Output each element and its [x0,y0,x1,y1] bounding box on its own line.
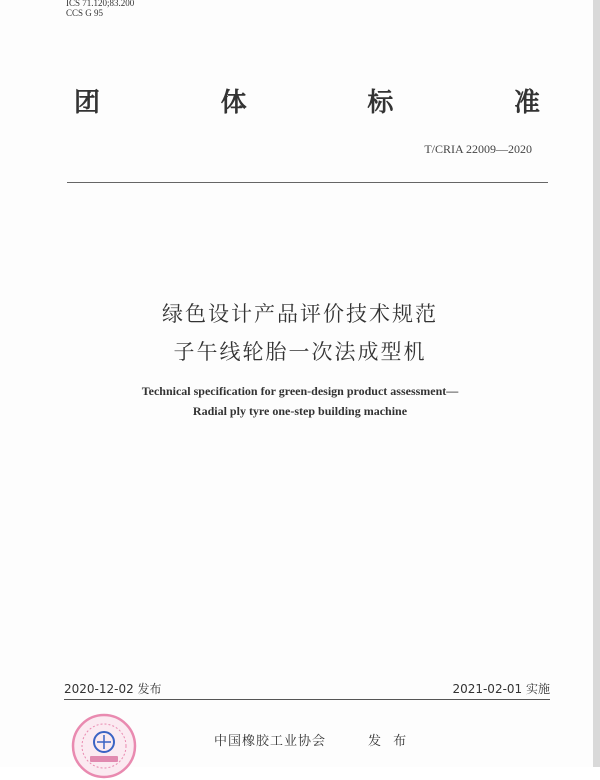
standard-number: T/CRIA 22009—2020 [424,142,532,156]
header-divider [67,182,548,183]
standard-type-char: 体 [220,88,247,118]
title-chinese-line-1: 绿色设计产品评价技术规范 [162,302,438,326]
publisher-name: 中国橡胶工业协会 [214,734,327,749]
standard-type-char: 团 [74,88,101,118]
standard-type-char: 标 [367,88,394,118]
title-english-line-2: Radial ply tyre one-step building machine [192,404,408,418]
issue-date: 2020-12-02 发布 [64,682,162,696]
title-english-line-1: Technical specification for green-design product assessment— [141,384,459,398]
footer-divider [64,699,550,700]
association-seal-icon [70,712,138,780]
classification-codes [66,0,134,18]
title-chinese-line-2: 子午线轮胎一次法成型机 [173,340,427,364]
publish-label: 发 布 [368,734,411,749]
standard-type-heading [74,82,540,119]
standard-type-char: 准 [513,88,540,118]
ics-code: ICS 71.120;83.200 [66,0,135,8]
ccs-code: CCS G 95 [66,8,104,18]
implementation-date: 2021-02-01 实施 [452,682,550,696]
